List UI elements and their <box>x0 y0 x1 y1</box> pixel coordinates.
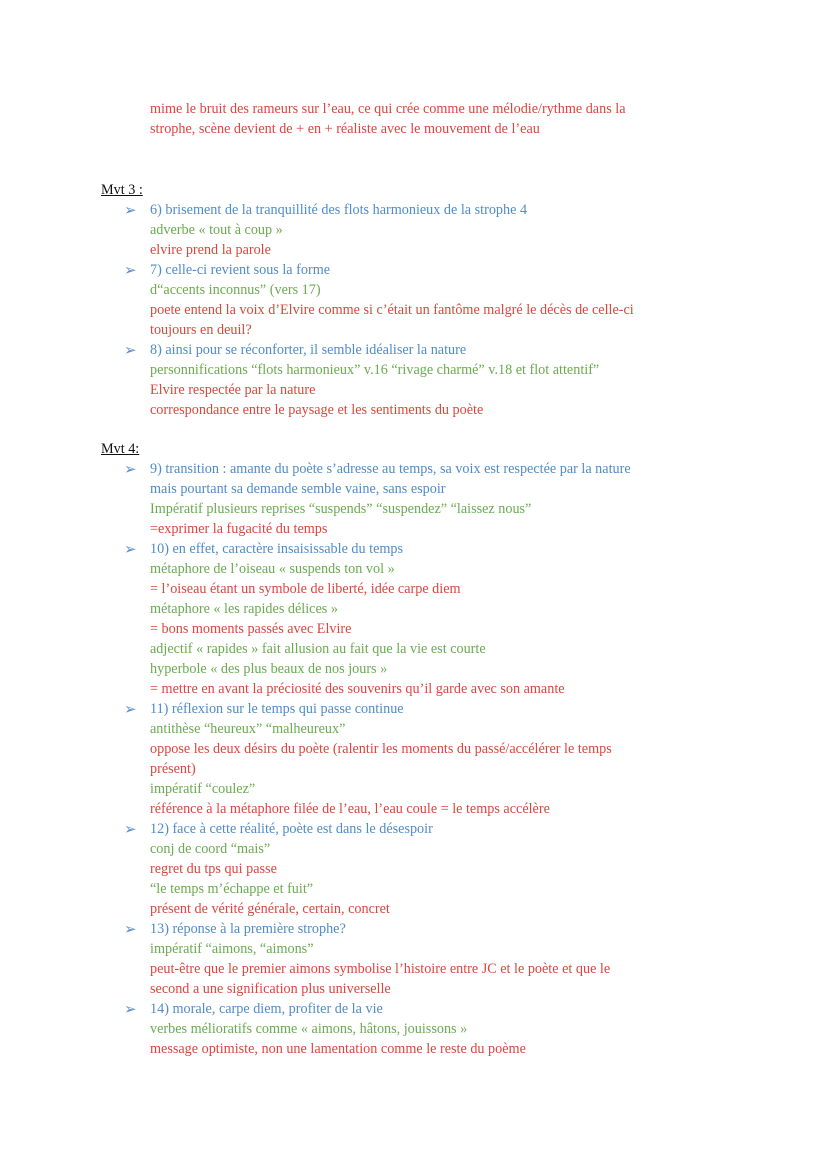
point-list <box>101 459 801 1059</box>
note-line: second a une signification plus universelle <box>150 981 391 997</box>
point-title <box>101 699 801 719</box>
note-line: adverbe « tout à coup » <box>150 222 283 238</box>
note-line: référence à la métaphore filée de l’eau, l’eau coule = le temps accélère <box>150 801 550 817</box>
point-title <box>101 999 801 1019</box>
note-line: Impératif plusieurs reprises “suspends” “suspendez” “laissez nous” <box>150 501 532 517</box>
arrow-bullet-icon: ➢ <box>124 201 137 219</box>
note-line: adjectif « rapides » fait allusion au fait que la vie est courte <box>150 641 486 657</box>
intro-paragraph <box>150 99 790 139</box>
arrow-bullet-icon: ➢ <box>124 920 137 938</box>
arrow-bullet-icon: ➢ <box>124 261 137 279</box>
note-line: impératif “coulez” <box>150 781 256 797</box>
arrow-bullet-icon: ➢ <box>124 1000 137 1018</box>
note-line: conj de coord “mais” <box>150 841 271 857</box>
point-item <box>101 459 801 539</box>
note-line: =exprimer la fugacité du temps <box>150 521 328 537</box>
note-line: présent de vérité générale, certain, concret <box>150 901 390 917</box>
note-line: antithèse “heureux” “malheureux” <box>150 721 346 737</box>
point-text: 11) réflexion sur le temps qui passe continue <box>150 701 404 717</box>
point-title <box>101 819 801 839</box>
note-line: peut-être que le premier aimons symbolise l’histoire entre JC et le poète et que le <box>150 961 611 977</box>
note-line: métaphore de l’oiseau « suspends ton vol » <box>150 561 395 577</box>
point-item <box>101 919 801 999</box>
note-line: personnifications “flots harmonieux” v.16 “rivage charmé” v.18 et flot attentif” <box>150 362 600 378</box>
point-text: 9) transition : amante du poète s’adresse au temps, sa voix est respectée par la nature <box>150 461 631 477</box>
point-title <box>101 200 801 220</box>
point-text: 14) morale, carpe diem, profiter de la vie <box>150 1001 383 1017</box>
point-text: 7) celle-ci revient sous la forme <box>150 262 331 278</box>
arrow-bullet-icon: ➢ <box>124 700 137 718</box>
point-item <box>101 200 801 260</box>
note-line: “le temps m’échappe et fuit” <box>150 881 314 897</box>
intro-line: strophe, scène devient de + en + réaliste avec le mouvement de l’eau <box>150 121 540 137</box>
point-title <box>101 539 801 559</box>
section-heading: Mvt 4: <box>101 441 140 457</box>
note-line: oppose les deux désirs du poète (ralentir les moments du passé/accélérer le temps <box>150 741 612 757</box>
point-text: 12) face à cette réalité, poète est dans le désespoir <box>150 821 433 837</box>
note-line: = bons moments passés avec Elvire <box>150 621 352 637</box>
point-title <box>101 919 801 939</box>
note-line: toujours en deuil? <box>150 322 252 338</box>
note-line: regret du tps qui passe <box>150 861 277 877</box>
point-text: 13) réponse à la première strophe? <box>150 921 346 937</box>
intro-line: mime le bruit des rameurs sur l’eau, ce qui crée comme une mélodie/rythme dans la <box>150 101 626 117</box>
note-line: d“accents inconnus” (vers 17) <box>150 282 321 298</box>
note-line: impératif “aimons, “aimons” <box>150 941 314 957</box>
note-line: mais pourtant sa demande semble vaine, sans espoir <box>150 481 446 497</box>
arrow-bullet-icon: ➢ <box>124 540 137 558</box>
point-title <box>101 340 801 360</box>
point-item <box>101 819 801 919</box>
point-title <box>101 260 801 280</box>
arrow-bullet-icon: ➢ <box>124 460 137 478</box>
point-item <box>101 260 801 340</box>
note-line: elvire prend la parole <box>150 242 271 258</box>
point-item <box>101 699 801 819</box>
point-item <box>101 999 801 1059</box>
note-line: hyperbole « des plus beaux de nos jours » <box>150 661 388 677</box>
point-text: 10) en effet, caractère insaisissable du temps <box>150 541 404 557</box>
note-line: métaphore « les rapides délices » <box>150 601 338 617</box>
point-text: 6) brisement de la tranquillité des flots harmonieux de la strophe 4 <box>150 202 528 218</box>
note-line: présent) <box>150 761 196 777</box>
note-line: message optimiste, non une lamentation comme le reste du poème <box>150 1041 526 1057</box>
section-heading: Mvt 3 : <box>101 182 143 198</box>
point-item <box>101 539 801 699</box>
section-mvt3 <box>101 180 801 420</box>
arrow-bullet-icon: ➢ <box>124 341 137 359</box>
point-title <box>101 459 801 479</box>
point-item <box>101 340 801 420</box>
note-line: = l’oiseau étant un symbole de liberté, idée carpe diem <box>150 581 461 597</box>
point-text: 8) ainsi pour se réconforter, il semble idéaliser la nature <box>150 342 467 358</box>
note-line: correspondance entre le paysage et les sentiments du poète <box>150 402 484 418</box>
note-line: verbes mélioratifs comme « aimons, hâtons, jouissons » <box>150 1021 468 1037</box>
note-line: poete entend la voix d’Elvire comme si c’était un fantôme malgré le décès de celle-ci <box>150 302 634 318</box>
section-mvt4 <box>101 439 801 1059</box>
note-line: Elvire respectée par la nature <box>150 382 316 398</box>
arrow-bullet-icon: ➢ <box>124 820 137 838</box>
point-list <box>101 200 801 420</box>
note-line: = mettre en avant la préciosité des souvenirs qu’il garde avec son amante <box>150 681 565 697</box>
